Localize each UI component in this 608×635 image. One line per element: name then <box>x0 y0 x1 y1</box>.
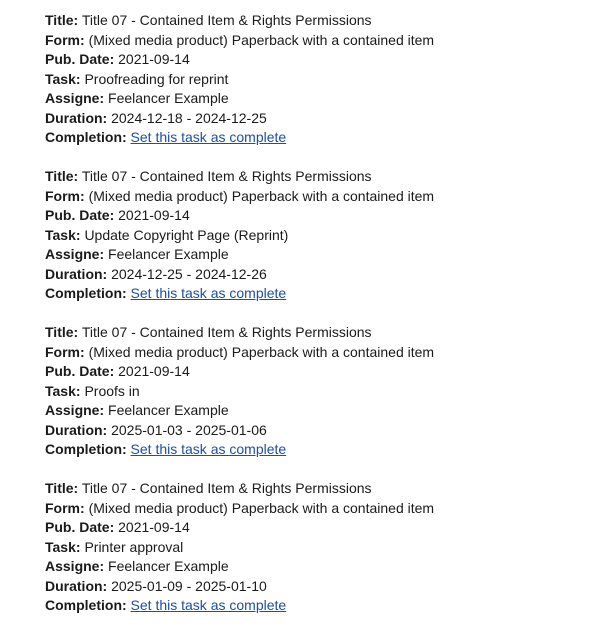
set-task-complete-link[interactable]: Set this task as complete <box>130 597 287 613</box>
pub-date-value: 2021-09-14 <box>118 363 190 379</box>
assignee-row <box>45 245 434 265</box>
task-value: Printer approval <box>84 538 184 555</box>
duration-label: Duration: <box>45 421 108 438</box>
set-task-complete-link[interactable]: Set this task as complete <box>130 129 287 145</box>
duration-label: Duration: <box>45 265 108 282</box>
task-row <box>45 70 434 90</box>
form-label: Form: <box>45 343 85 360</box>
form-value: (Mixed media product) Paperback with a contained item <box>88 31 435 48</box>
duration-value: 2024-12-25 - 2024-12-26 <box>111 265 267 282</box>
form-label: Form: <box>45 187 85 204</box>
form-label: Form: <box>45 31 85 48</box>
task-label: Task: <box>45 382 81 399</box>
task-row <box>45 538 434 558</box>
pub-date-value: 2021-09-14 <box>118 519 190 535</box>
assignee-row <box>45 557 434 577</box>
task-value: Proofs in <box>84 382 140 399</box>
task-entry <box>45 11 434 148</box>
duration-label: Duration: <box>45 109 108 126</box>
pub-date-row <box>45 50 434 70</box>
task-label: Task: <box>45 226 81 243</box>
title-value: Title 07 - Contained Item & Rights Permissions <box>81 12 372 28</box>
assignee-label: Assigne: <box>45 558 105 574</box>
form-value: (Mixed media product) Paperback with a contained item <box>88 187 435 204</box>
duration-value: 2025-01-09 - 2025-01-10 <box>111 577 267 594</box>
form-value: (Mixed media product) Paperback with a contained item <box>88 499 435 516</box>
completion-label: Completion: <box>45 129 127 145</box>
title-value: Title 07 - Contained Item & Rights Permissions <box>81 480 372 496</box>
pub-date-row <box>45 206 434 226</box>
assignee-value: Feelancer Example <box>108 90 229 106</box>
assignee-row <box>45 401 434 421</box>
title-label: Title: <box>45 168 79 184</box>
completion-label: Completion: <box>45 441 127 457</box>
completion-label: Completion: <box>45 597 127 613</box>
completion-row <box>45 440 434 460</box>
title-row <box>45 167 434 187</box>
title-row <box>45 323 434 343</box>
task-value: Proofreading for reprint <box>84 70 229 87</box>
task-entry <box>45 479 434 616</box>
completion-row <box>45 128 434 148</box>
task-label: Task: <box>45 70 81 87</box>
duration-row <box>45 109 434 129</box>
completion-label: Completion: <box>45 285 127 301</box>
form-row <box>45 31 434 51</box>
assignee-value: Feelancer Example <box>108 246 229 262</box>
duration-value: 2025-01-03 - 2025-01-06 <box>111 421 267 438</box>
task-list <box>45 11 434 635</box>
title-value: Title 07 - Contained Item & Rights Permissions <box>81 168 372 184</box>
pub-date-row <box>45 362 434 382</box>
form-label: Form: <box>45 499 85 516</box>
title-value: Title 07 - Contained Item & Rights Permissions <box>81 324 372 340</box>
title-row <box>45 11 434 31</box>
task-label: Task: <box>45 538 81 555</box>
duration-label: Duration: <box>45 577 108 594</box>
task-row <box>45 226 434 246</box>
duration-row <box>45 421 434 441</box>
assignee-label: Assigne: <box>45 246 105 262</box>
task-row <box>45 382 434 402</box>
set-task-complete-link[interactable]: Set this task as complete <box>130 441 287 457</box>
pub-date-label: Pub. Date: <box>45 519 115 535</box>
task-entry <box>45 167 434 304</box>
duration-row <box>45 577 434 597</box>
assignee-label: Assigne: <box>45 402 105 418</box>
pub-date-row <box>45 518 434 538</box>
form-row <box>45 343 434 363</box>
title-label: Title: <box>45 480 79 496</box>
title-label: Title: <box>45 12 79 28</box>
assignee-label: Assigne: <box>45 90 105 106</box>
assignee-value: Feelancer Example <box>108 558 229 574</box>
duration-row <box>45 265 434 285</box>
pub-date-label: Pub. Date: <box>45 51 115 67</box>
pub-date-label: Pub. Date: <box>45 363 115 379</box>
assignee-row <box>45 89 434 109</box>
task-value: Update Copyright Page (Reprint) <box>84 226 289 243</box>
form-row <box>45 499 434 519</box>
completion-row <box>45 596 434 616</box>
title-label: Title: <box>45 324 79 340</box>
pub-date-value: 2021-09-14 <box>118 207 190 223</box>
duration-value: 2024-12-18 - 2024-12-25 <box>111 109 267 126</box>
assignee-value: Feelancer Example <box>108 402 229 418</box>
task-entry <box>45 323 434 460</box>
form-value: (Mixed media product) Paperback with a contained item <box>88 343 435 360</box>
completion-row <box>45 284 434 304</box>
title-row <box>45 479 434 499</box>
form-row <box>45 187 434 207</box>
pub-date-label: Pub. Date: <box>45 207 115 223</box>
set-task-complete-link[interactable]: Set this task as complete <box>130 285 287 301</box>
pub-date-value: 2021-09-14 <box>118 51 190 67</box>
